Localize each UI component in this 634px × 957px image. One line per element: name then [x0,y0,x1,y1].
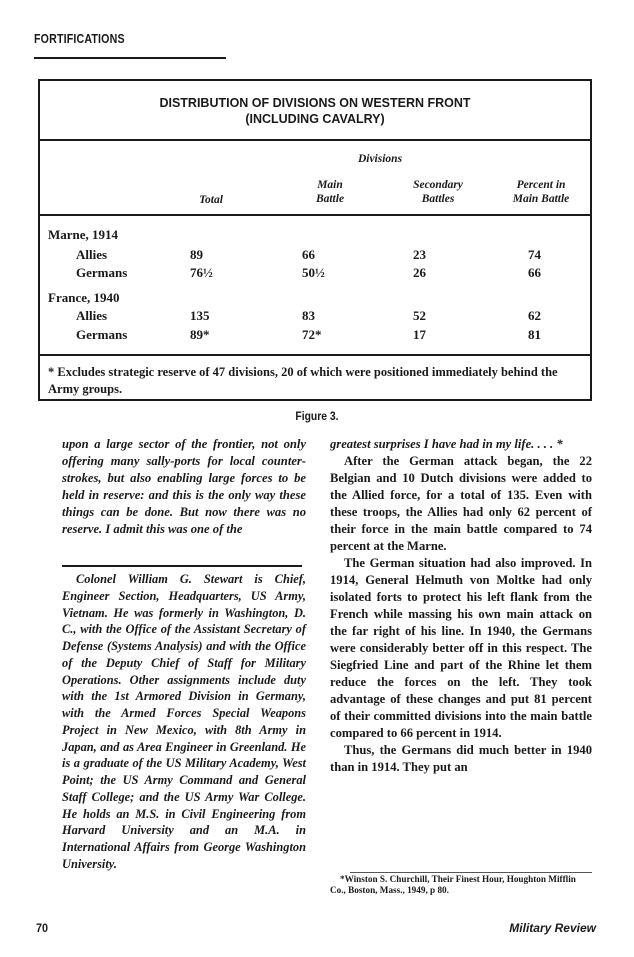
body-paragraph: After the German attack began, the 22 Belgian and 10 Dutch divisions were added to the Allied force, for a total of 135. Even with these troops, the Allies had only 62 percent of their force in the main battle compared to 74 percent at the Marne. [330,454,592,553]
table-row: Germans 89* 72* 17 81 [76,327,541,342]
col-header-total: Total [199,194,223,206]
figure-caption: Figure 3. [295,411,339,423]
table-title: DISTRIBUTION OF DIVISIONS ON WESTERN FRONT [159,96,471,110]
right-column [330,436,592,776]
divisions-group-header: Divisions [357,153,403,165]
table-row: Germans 76½ 50½ 26 66 [76,265,541,280]
table-footnote: * Excludes strategic reserve of 47 divisions, 20 of which were positioned immediately behind the Army groups. [48,365,558,396]
table-row-group: France, 1940 [48,290,120,305]
header-rule [34,57,226,59]
table-title-rule [40,139,590,141]
journal-name: Military Review [509,921,596,935]
body-paragraph: Thus, the Germans did much better in 1940 than in 1914. They put an [330,743,592,774]
col-header-percent-main: Percent in Main Battle [512,179,570,205]
page-number: 70 [36,921,49,935]
footnote-rule [350,872,592,873]
col-header-secondary-battles: Secondary Battles [413,179,463,205]
table-row-group: Marne, 1914 [48,227,119,242]
table-footnote-rule [40,354,590,356]
table-subtitle: (INCLUDING CAVALRY) [245,112,385,126]
section-header: FORTIFICATIONS [34,32,125,46]
table-row: Allies 89 66 23 74 [76,247,541,262]
bio-rule [62,565,302,567]
divisions-table [38,79,592,401]
quote-end: greatest surprises I have had in my life. . . . * [330,437,563,451]
table-row: Allies 135 83 52 62 [76,308,541,323]
churchill-quote: upon a large sector of the frontier, not only offering many sally-ports for local counter-strokes, but also enabling large forces to be held in reserve: and this is the only way these things can be done. But now there was no reserve. I admit this was one of the [62,437,306,536]
page-footnote: *Winston S. Churchill, Their Finest Hour, Houghton Mifflin Co., Boston, Mass., 1949, p 80. [330,874,576,895]
col-header-main-battle: Main Battle [315,179,345,205]
body-paragraph: The German situation had also improved. In 1914, General Helmuth von Moltke had only isolated forts to protect his left flank from the French while massing his own main attack on the far right of his line. In 1940, the Germans were considerably better off in this respect. The Siegfried Line and part of the Rhine let them reduce the forces on the left. They took advantage of these changes and put 81 percent of their committed divisions into the main battle compared to 66 percent in 1914. [330,556,592,740]
left-column [62,436,306,538]
table-header-rule [40,214,590,216]
author-bio-text: Colonel William G. Stewart is Chief, Engineer Section, Headquarters, US Army, Vietnam. He was formerly in Washington, D. C., with the Office of the Assistant Secretary of Defense (Systems Analysis) and with the Office of the Deputy Chief of Staff for Military Operations. Other assignments include duty with the 1st Armored Division in Germany, with the Armed Forces Special Weapons Project in New Mexico, with 8th Army in Japan, and as Area Engineer in Greenland. He is a graduate of the US Military Academy, West Point; the US Army Command and General Staff College; and the US Army War College. He holds an M.S. in Civil Engineering from Harvard University and an M.A. in International Affairs from George Washington University. [62,572,306,871]
author-bio [62,571,306,873]
